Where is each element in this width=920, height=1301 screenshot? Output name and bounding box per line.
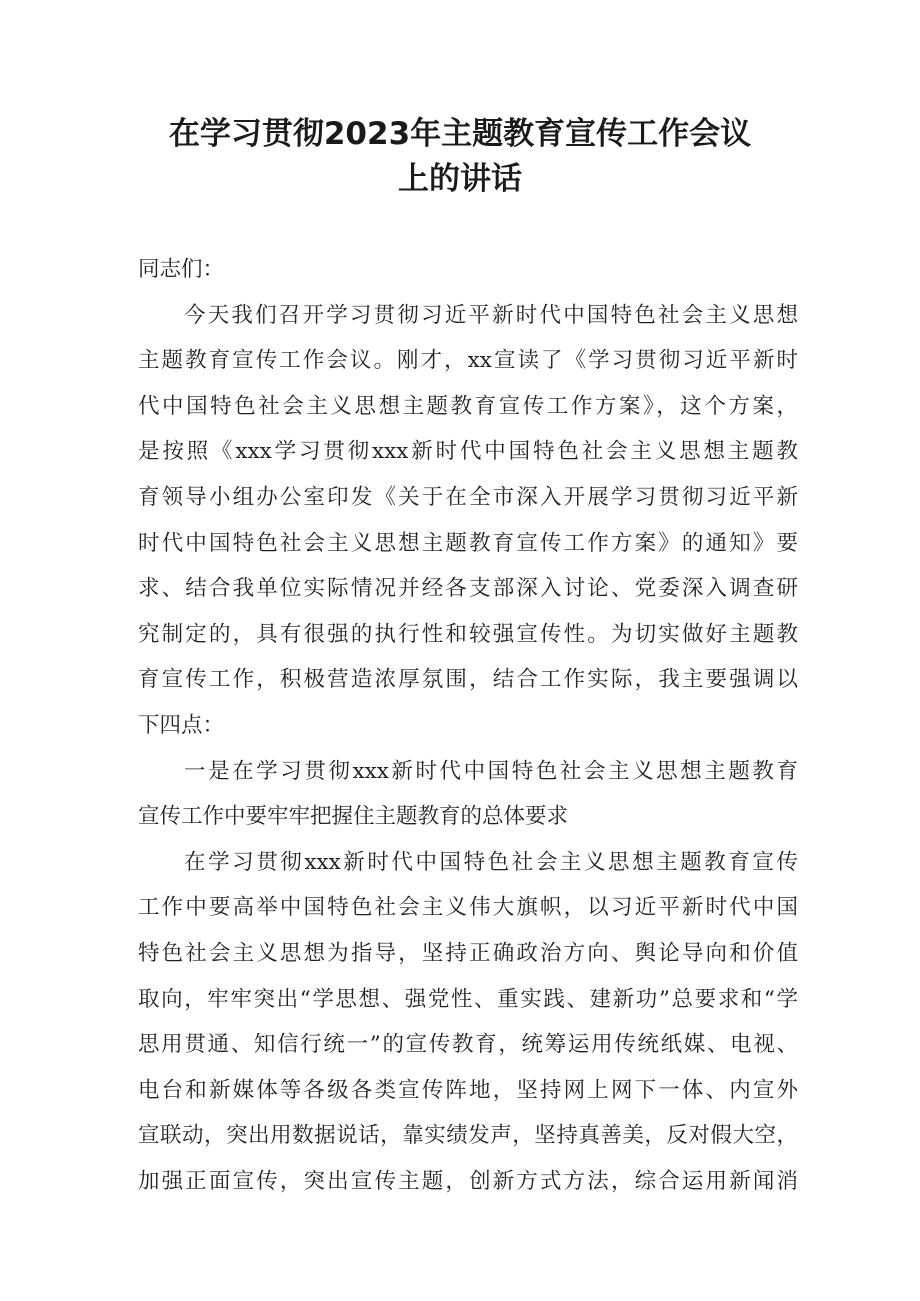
text-line: 求、结合我单位实际情况并经各支部深入讨论、党委深入调查研	[138, 576, 798, 602]
text-line: 下四点：	[138, 712, 225, 738]
text-line: 究制定的，具有很强的执行性和较强宣传性。为切实做好主题教	[138, 621, 798, 647]
paragraph-2	[138, 749, 798, 840]
text-line: 思用贯通、知信行统一”的宣传教育，统筹运用传统纸媒、电视、	[138, 1032, 798, 1058]
document-body	[138, 247, 798, 1204]
paragraph-1	[138, 293, 798, 749]
text-line: 特色社会主义思想为指导，坚持正确政治方向、舆论导向和价值	[138, 940, 798, 966]
salutation: 同志们：	[138, 257, 225, 282]
text-line: 工作中要高举中国特色社会主义伟大旗帜，以习近平新时代中国	[138, 895, 798, 921]
title-line: 在学习贯彻2023年主题教育宣传工作会议	[168, 116, 752, 152]
title-line: 上的讲话	[398, 161, 522, 197]
text-line: 在学习贯彻xxx新时代中国特色社会主义思想主题教育宣传	[184, 849, 798, 875]
text-line: 今天我们召开学习贯彻习近平新时代中国特色社会主义思想	[184, 302, 798, 328]
text-line: 主题教育宣传工作会议。刚才，xx宣读了《学习贯彻习近平新时	[138, 348, 798, 374]
text-line: 时代中国特色社会主义思想主题教育宣传工作方案》的通知》要	[138, 530, 798, 556]
document-title	[100, 112, 820, 202]
paragraph-3	[138, 840, 798, 1205]
text-line: 代中国特色社会主义思想主题教育宣传工作方案》，这个方案，	[138, 393, 798, 419]
text-line: 育领导小组办公室印发《关于在全市深入开展学习贯彻习近平新	[138, 484, 798, 510]
text-line: 宣联动，突出用数据说话，靠实绩发声，坚持真善美，反对假大空，	[138, 1123, 798, 1149]
text-line: 加强正面宣传，突出宣传主题，创新方式方法，综合运用新闻消	[138, 1168, 798, 1194]
text-line: 是按照《xxx学习贯彻xxx新时代中国特色社会主义思想主题教	[138, 439, 798, 465]
text-line: 电台和新媒体等各级各类宣传阵地，坚持网上网下一体、内宣外	[138, 1077, 798, 1103]
text-line: 取向，牢牢突出“学思想、强党性、重实践、建新功”总要求和“学	[138, 986, 798, 1012]
text-line: 一是在学习贯彻xxx新时代中国特色社会主义思想主题教育	[184, 758, 798, 784]
text-line: 育宣传工作，积极营造浓厚氛围，结合工作实际，我主要强调以	[138, 667, 798, 693]
text-line: 宣传工作中要牢牢把握住主题教育的总体要求	[138, 804, 569, 830]
